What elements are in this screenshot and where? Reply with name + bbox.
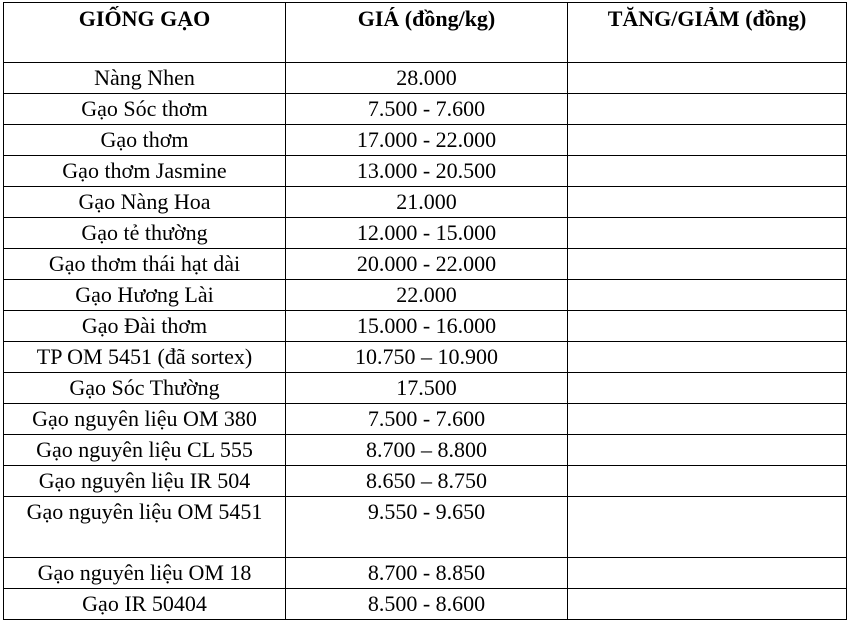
price-cell: 20.000 - 22.000 bbox=[286, 249, 568, 280]
rice-variety-cell: Gạo IR 50404 bbox=[4, 589, 286, 620]
change-cell bbox=[568, 218, 847, 249]
header-price: GIÁ (đồng/kg) bbox=[286, 3, 568, 63]
price-cell: 22.000 bbox=[286, 280, 568, 311]
table-row bbox=[4, 497, 847, 558]
rice-variety-cell: Gạo nguyên liệu OM 18 bbox=[4, 558, 286, 589]
table-row bbox=[4, 435, 847, 466]
change-cell bbox=[568, 63, 847, 94]
rice-variety-cell: Gạo Sóc thơm bbox=[4, 94, 286, 125]
rice-variety-cell: Gạo thơm Jasmine bbox=[4, 156, 286, 187]
price-cell: 10.750 – 10.900 bbox=[286, 342, 568, 373]
price-cell: 17.000 - 22.000 bbox=[286, 125, 568, 156]
price-cell: 8.700 – 8.800 bbox=[286, 435, 568, 466]
price-cell: 8.700 - 8.850 bbox=[286, 558, 568, 589]
price-cell: 7.500 - 7.600 bbox=[286, 94, 568, 125]
table-row bbox=[4, 125, 847, 156]
rice-variety-cell: Gạo thơm thái hạt dài bbox=[4, 249, 286, 280]
table-row bbox=[4, 589, 847, 620]
change-cell bbox=[568, 466, 847, 497]
rice-variety-cell: Gạo nguyên liệu OM 5451 bbox=[4, 497, 286, 558]
rice-price-table bbox=[3, 2, 847, 620]
rice-variety-cell: Nàng Nhen bbox=[4, 63, 286, 94]
table-header bbox=[4, 3, 847, 63]
table-row bbox=[4, 187, 847, 218]
change-cell bbox=[568, 373, 847, 404]
change-cell bbox=[568, 156, 847, 187]
table-row bbox=[4, 156, 847, 187]
change-cell bbox=[568, 280, 847, 311]
rice-variety-cell: Gạo nguyên liệu IR 504 bbox=[4, 466, 286, 497]
price-cell: 7.500 - 7.600 bbox=[286, 404, 568, 435]
price-cell: 9.550 - 9.650 bbox=[286, 497, 568, 558]
table-row bbox=[4, 63, 847, 94]
change-cell bbox=[568, 497, 847, 558]
change-cell bbox=[568, 311, 847, 342]
table-body bbox=[4, 63, 847, 620]
change-cell bbox=[568, 94, 847, 125]
table-row bbox=[4, 280, 847, 311]
rice-variety-cell: Gạo Đài thơm bbox=[4, 311, 286, 342]
change-cell bbox=[568, 589, 847, 620]
rice-variety-cell: Gạo Hương Lài bbox=[4, 280, 286, 311]
change-cell bbox=[568, 404, 847, 435]
table-row bbox=[4, 218, 847, 249]
table-row bbox=[4, 558, 847, 589]
price-cell: 8.650 – 8.750 bbox=[286, 466, 568, 497]
header-row bbox=[4, 3, 847, 63]
price-cell: 8.500 - 8.600 bbox=[286, 589, 568, 620]
change-cell bbox=[568, 435, 847, 466]
rice-variety-cell: Gạo thơm bbox=[4, 125, 286, 156]
price-cell: 12.000 - 15.000 bbox=[286, 218, 568, 249]
table-row bbox=[4, 249, 847, 280]
table-row bbox=[4, 342, 847, 373]
price-cell: 17.500 bbox=[286, 373, 568, 404]
rice-variety-cell: Gạo nguyên liệu OM 380 bbox=[4, 404, 286, 435]
header-change: TĂNG/GIẢM (đồng) bbox=[568, 3, 847, 63]
change-cell bbox=[568, 558, 847, 589]
table-row bbox=[4, 373, 847, 404]
change-cell bbox=[568, 342, 847, 373]
price-cell: 21.000 bbox=[286, 187, 568, 218]
change-cell bbox=[568, 249, 847, 280]
price-cell: 15.000 - 16.000 bbox=[286, 311, 568, 342]
table-row bbox=[4, 404, 847, 435]
rice-variety-cell: Gạo nguyên liệu CL 555 bbox=[4, 435, 286, 466]
price-cell: 13.000 - 20.500 bbox=[286, 156, 568, 187]
change-cell bbox=[568, 125, 847, 156]
change-cell bbox=[568, 187, 847, 218]
table-row bbox=[4, 94, 847, 125]
rice-variety-cell: Gạo Nàng Hoa bbox=[4, 187, 286, 218]
price-cell: 28.000 bbox=[286, 63, 568, 94]
rice-variety-cell: TP OM 5451 (đã sortex) bbox=[4, 342, 286, 373]
rice-variety-cell: Gạo Sóc Thường bbox=[4, 373, 286, 404]
header-rice-variety: GIỐNG GẠO bbox=[4, 3, 286, 63]
rice-variety-cell: Gạo tẻ thường bbox=[4, 218, 286, 249]
table-row bbox=[4, 311, 847, 342]
table-row bbox=[4, 466, 847, 497]
